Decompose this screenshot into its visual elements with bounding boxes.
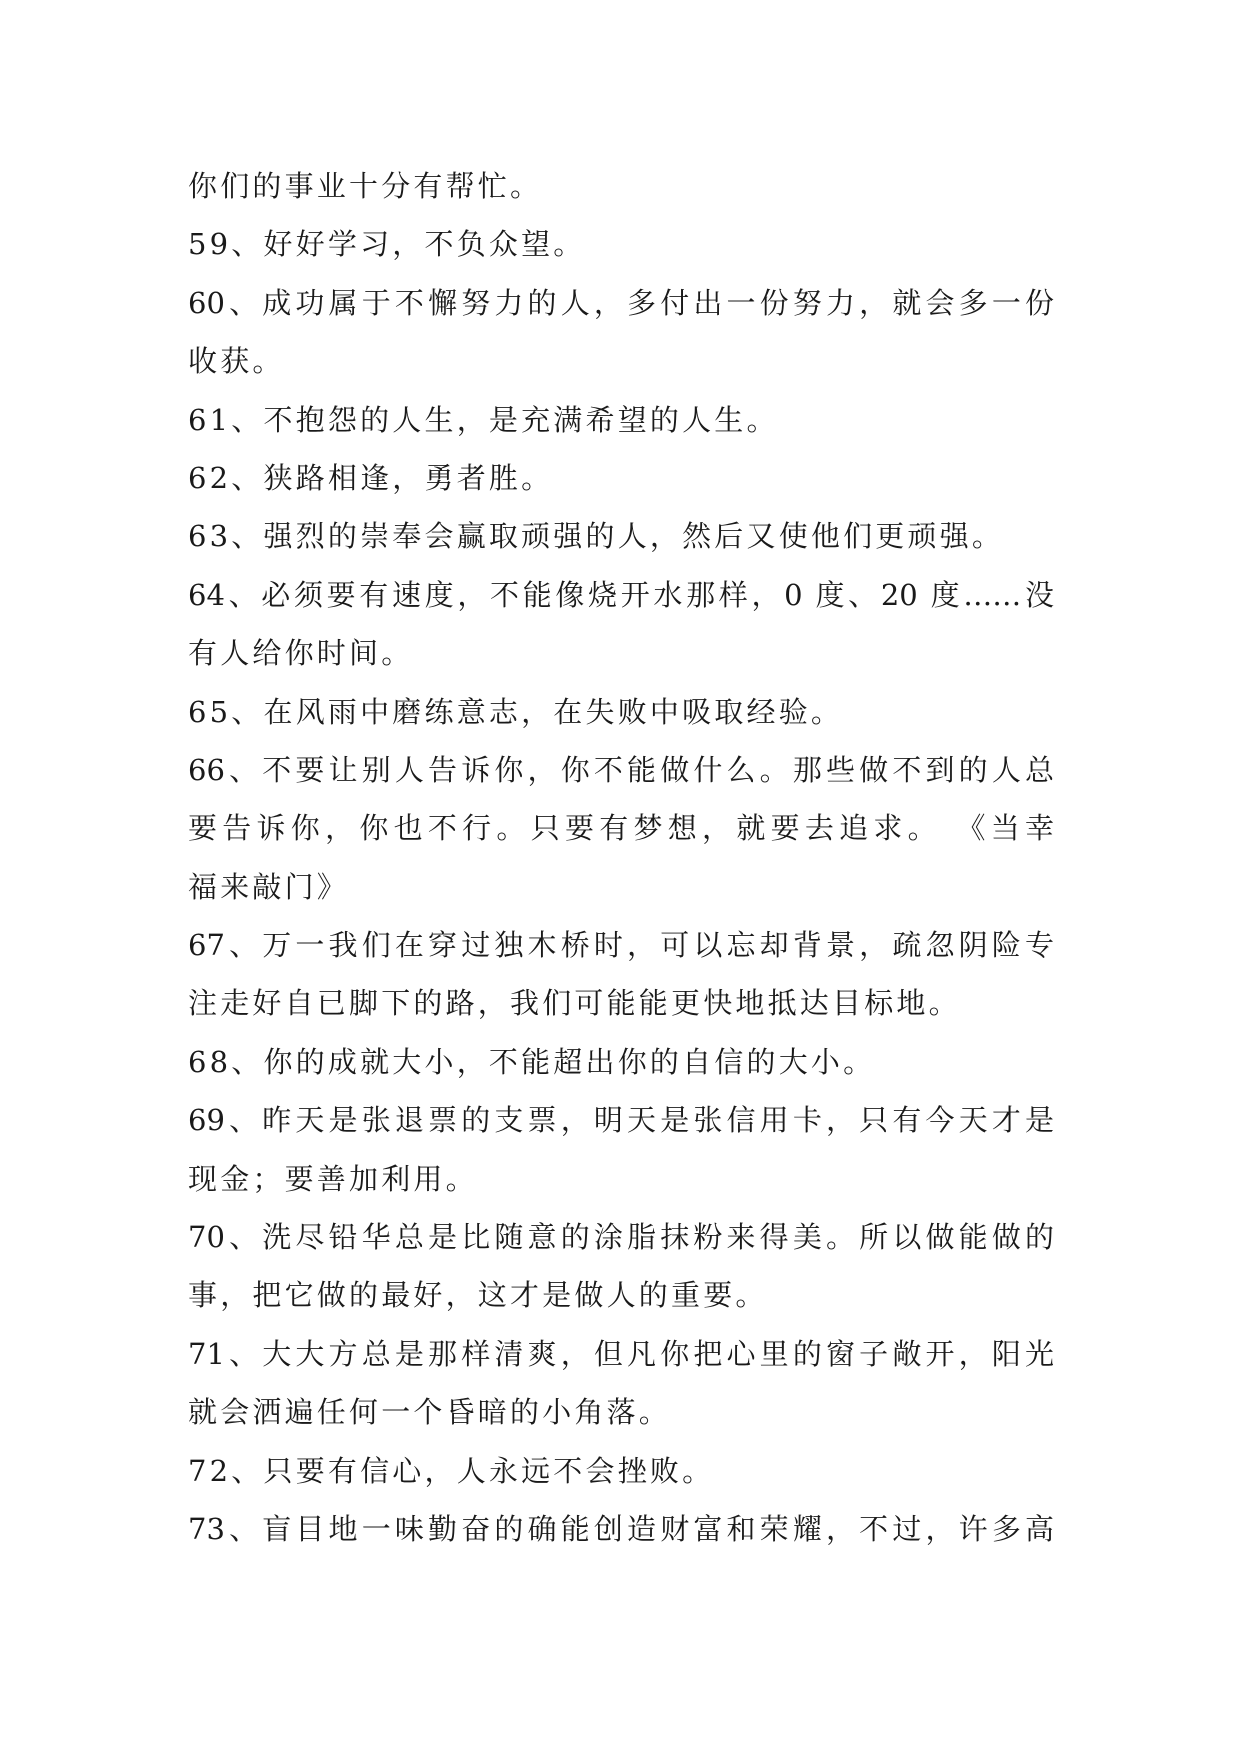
text-line: 68、你的成就大小，不能超出你的自信的大小。 [188, 1044, 876, 1079]
text-line: 66、不要让别人告诉你，你不能做什么。那些做不到的人总 [188, 752, 1054, 787]
text-line: 61、不抱怨的人生，是充满希望的人生。 [188, 402, 779, 437]
body-text [188, 157, 1054, 1558]
text-line: 71、大大方总是那样清爽，但凡你把心里的窗子敞开，阳光 [188, 1336, 1054, 1371]
text-line: 69、昨天是张退票的支票，明天是张信用卡，只有今天才是 [188, 1103, 1054, 1138]
text-line: 福来敲门》 [188, 869, 350, 904]
text-line: 事，把它做的最好，这才是做人的重要。 [188, 1278, 768, 1313]
text-line: 72、只要有信心，人永远不会挫败。 [188, 1453, 715, 1488]
text-line: 73、盲目地一味勤奋的确能创造财富和荣耀，不过，许多高 [188, 1511, 1054, 1546]
text-line: 现金；要善加利用。 [188, 1161, 478, 1196]
text-line: 67、万一我们在穿过独木桥时，可以忘却背景，疏忽阴险专 [188, 928, 1054, 963]
text-line: 60、成功属于不懈努力的人，多付出一份努力，就会多一份 [188, 285, 1054, 320]
text-line: 你们的事业十分有帮忙。 [188, 169, 543, 203]
text-line: 65、在风雨中磨练意志，在失败中吸取经验。 [188, 694, 844, 729]
text-line: 64、必须要有速度，不能像烧开水那样，0 度、20 度……没 [188, 577, 1054, 612]
text-line: 63、强烈的崇奉会赢取顽强的人，然后又使他们更顽强。 [188, 519, 1005, 554]
text-line: 要告诉你，你也不行。只要有梦想，就要去追求。 《当幸 [188, 811, 1054, 846]
text-line: 有人给你时间。 [188, 636, 414, 671]
text-line: 70、洗尽铅华总是比随意的涂脂抹粉来得美。所以做能做的 [188, 1220, 1054, 1255]
text-line: 收获。 [188, 344, 285, 379]
text-line: 就会洒遍任何一个昏暗的小角落。 [188, 1395, 672, 1430]
text-line: 注走好自已脚下的路，我们可能能更快地抵达目标地。 [188, 986, 961, 1021]
text-line: 59、好好学习，不负众望。 [188, 227, 586, 262]
text-line: 62、狭路相逢，勇者胜。 [188, 460, 554, 495]
